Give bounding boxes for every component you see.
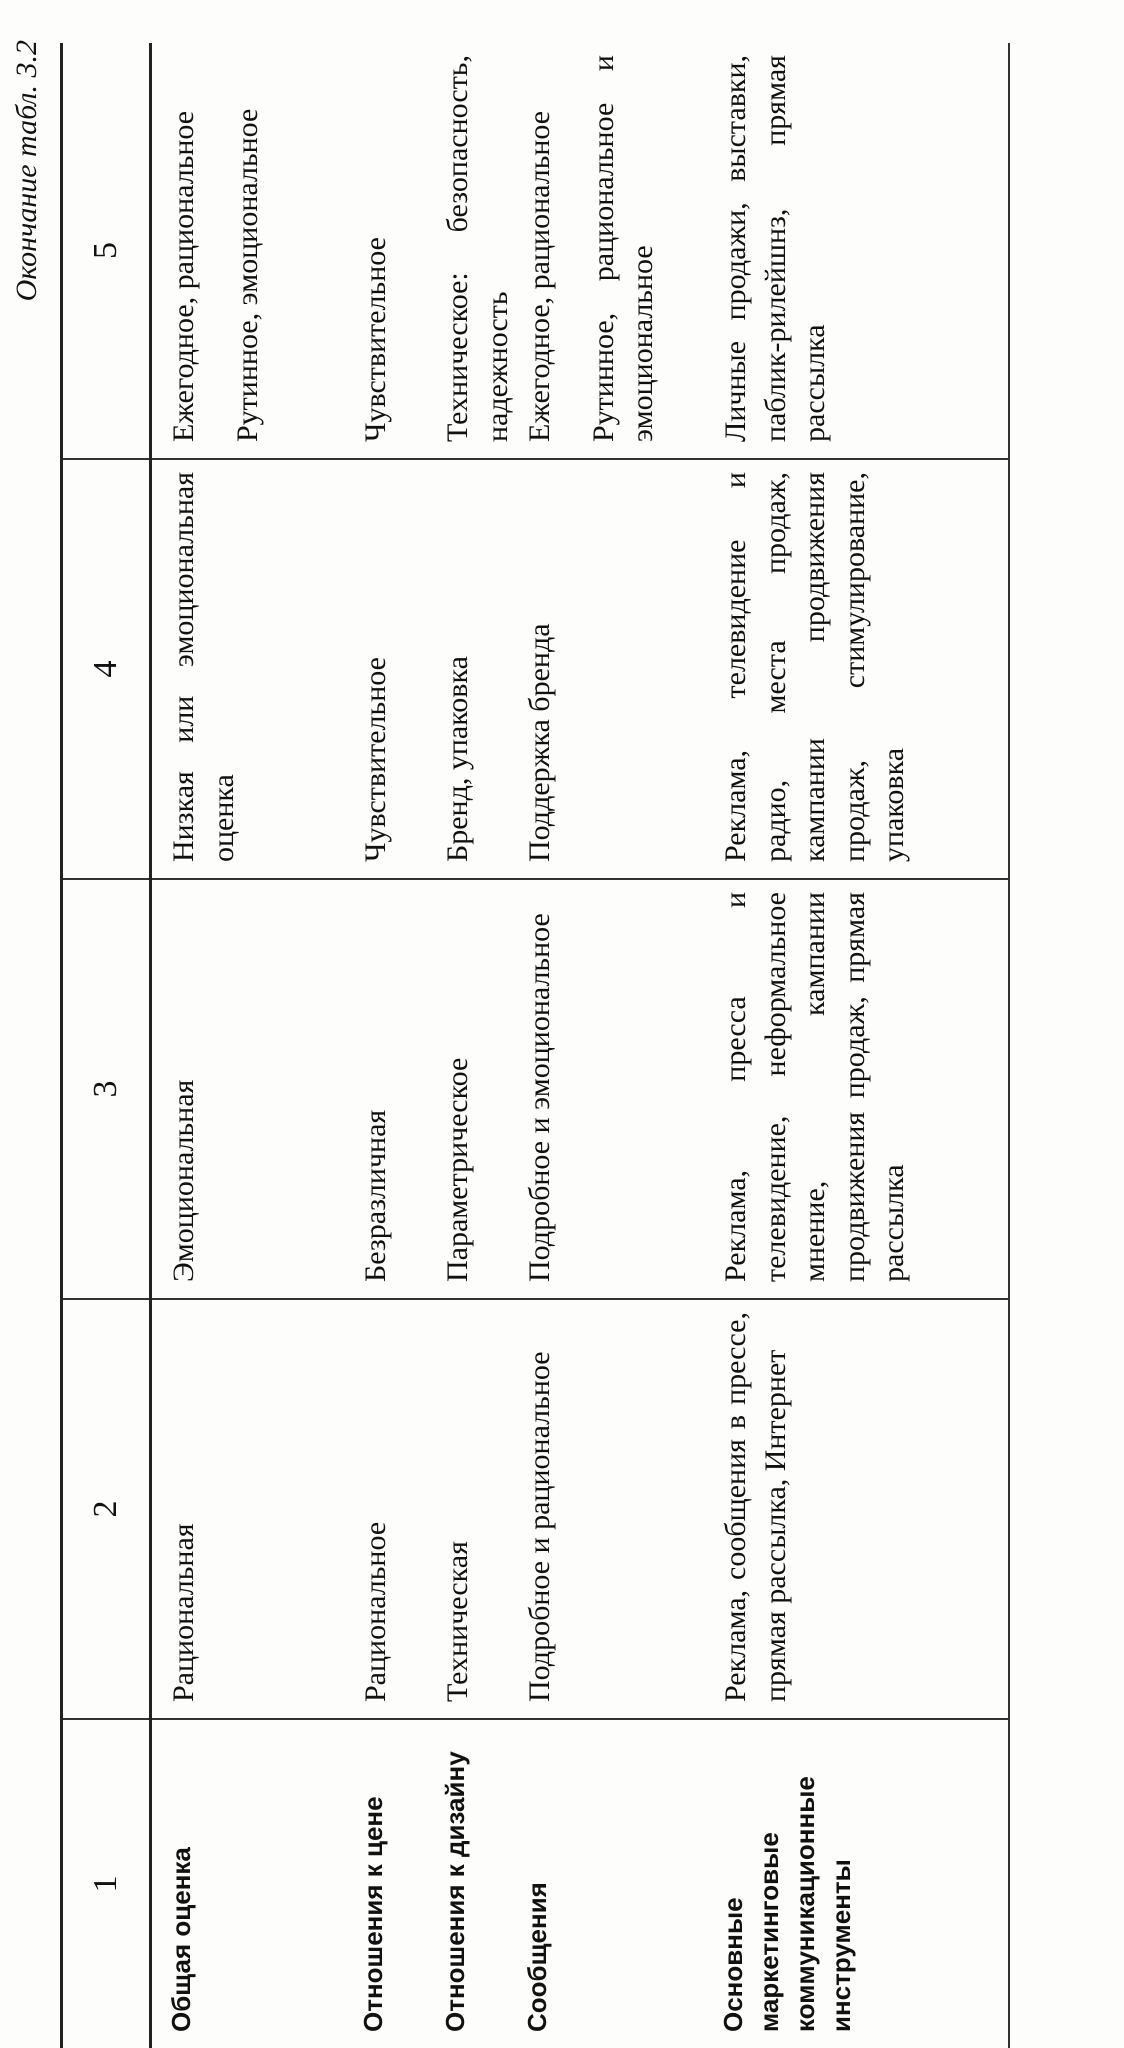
table-cell: Безразличная xyxy=(344,880,426,1300)
table-cell: Техническая xyxy=(426,1300,508,1720)
header-col-5: 5 xyxy=(63,43,149,460)
cell-text-part: Рутинное, рациональное и эмоциональное xyxy=(586,55,660,442)
row-label: Отношения к дизайну xyxy=(440,1751,470,2032)
table-row-general-assessment xyxy=(152,43,344,2048)
header-col-3: 3 xyxy=(63,880,149,1300)
table-caption: Окончание табл. 3.2 xyxy=(10,40,43,302)
table-cell: Реклама, пресса и телевидение, неформальное мнение, кампании продвижения продаж, прямая рассылка xyxy=(704,880,1008,1300)
row-label: Основные маркетинговые коммуникационные инструменты xyxy=(718,1776,856,2032)
table-cell: Реклама, телевидение и радио, места продаж, кампании продвижения продаж, стимулирование, упаковка xyxy=(704,460,1008,880)
cell-text-part: Ежегодное, рациональное xyxy=(523,110,556,442)
table-row-messages xyxy=(508,43,704,2048)
table-cell: Чувствительное xyxy=(344,43,426,460)
row-label: Сообщения xyxy=(522,1882,552,2032)
row-label: Общая оценка xyxy=(166,1847,196,2032)
table-cell: Низкая или эмоциональная оценка xyxy=(152,460,344,880)
table-cell xyxy=(508,43,704,460)
table-cell: Подробное и эмоциональное xyxy=(508,880,704,1300)
table-row-price-attitude xyxy=(344,43,426,2048)
header-col-1: 1 xyxy=(86,1875,124,1893)
table-cell: Поддержка бренда xyxy=(508,460,704,880)
table-cell: Реклама, сообщения в прессе, прямая рассылка, Интернет xyxy=(704,1300,1008,1720)
table-cell: Эмоциональная xyxy=(152,880,344,1300)
table-cell: Рациональное xyxy=(344,1300,426,1720)
header-col-2: 2 xyxy=(63,1300,149,1720)
table-row-communication-tools xyxy=(704,43,1008,2048)
table-row-design-attitude xyxy=(426,43,514,2048)
table-header-row xyxy=(63,43,152,2048)
table-cell: Бренд, упаковка xyxy=(426,460,508,880)
row-label: Отношения к цене xyxy=(358,1796,388,2032)
table-cell: Рациональная xyxy=(152,1300,344,1720)
cell-text-part: Ежегодное, рациональное xyxy=(167,110,200,442)
table-cell: Техническое: безопасность, надежность xyxy=(426,43,508,460)
table-cell: Чувствительное xyxy=(344,460,426,880)
table-cell: Параметрическое xyxy=(426,880,508,1300)
cell-text-part: Рутинное, эмоциональное xyxy=(230,108,264,442)
table-cell xyxy=(152,43,344,460)
header-col-4: 4 xyxy=(63,460,149,880)
comparison-table xyxy=(60,43,1010,2048)
table-cell: Подробное и рациональное xyxy=(508,1300,704,1720)
table-cell: Личные продажи, выставки, паблик-рилейшнз, прямая рассылка xyxy=(704,43,1008,460)
